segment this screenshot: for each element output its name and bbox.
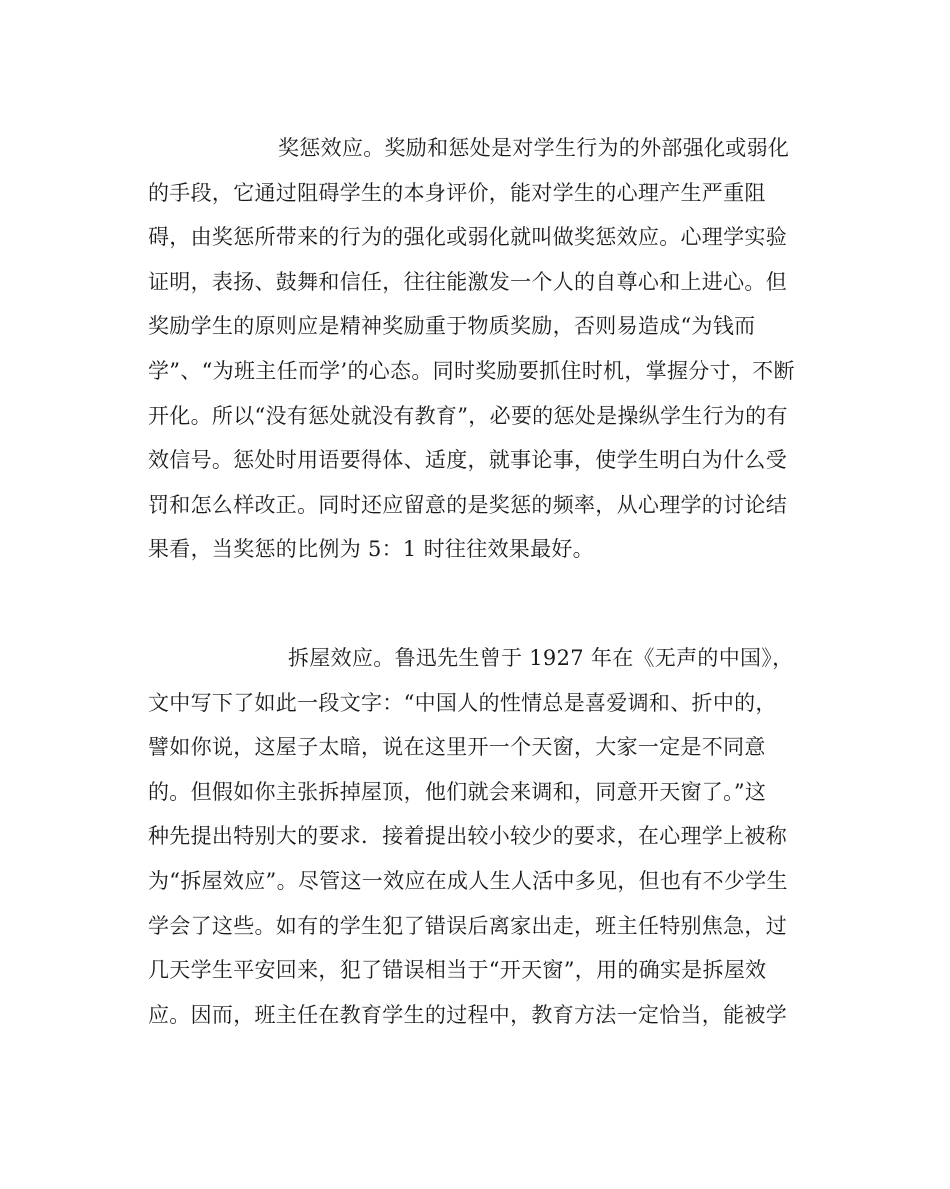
text-line: 的。但假如你主张拆掉屋顶，他们就会来调和，同意开天窗了。”这 <box>148 779 767 804</box>
text-line: 奖惩效应。奖励和惩处是对学生行为的外部强化或弱化 <box>278 136 790 160</box>
text-line: 效信号。惩处时用语要得体、适度，就事论事，使学生明白为什么受 <box>148 448 787 473</box>
text-line: 学会了这些。如有的学生犯了错误后离家出走，班主任特别焦急，过 <box>148 913 787 938</box>
text-line: 应。因而，班主任在教育学生的过程中，教育方法一定恰当，能被学 <box>148 1002 787 1027</box>
text-line: 为“拆屋效应”。尽管这一效应在成人生人活中多见，但也有不少学生 <box>148 868 788 893</box>
text-line: 碍，由奖惩所带来的行为的强化或弱化就叫做奖惩效应。心理学实验 <box>148 225 787 250</box>
paragraph-reward-punishment-effect <box>148 126 808 572</box>
text-line: 种先提出特别大的要求．接着提出较小较少的要求，在心理学上被称 <box>148 824 787 849</box>
text-line: 文中写下了如此一段文字：“中国人的性情总是喜爱调和、折中的， <box>148 690 777 715</box>
text-line: 的手段，它通过阻碍学生的本身评价，能对学生的心理产生严重阻 <box>148 180 766 205</box>
text-line: 证明，表扬、鼓舞和信任，往往能激发一个人的自尊心和上进心。但 <box>148 269 787 294</box>
text-line: 譬如你说，这屋子太暗，说在这里开一个天窗，大家一定是不同意 <box>148 735 766 760</box>
text-line: 果看，当奖惩的比例为 5：1 时往往效果最好。 <box>148 537 594 562</box>
text-line: 拆屋效应。鲁迅先生曾于 1927 年在《无声的中国》， <box>288 646 794 670</box>
text-line: 学”、“为班主任而学’的心态。同时奖励要抓住时机，掌握分寸，不断 <box>148 358 795 383</box>
text-line: 开化。所以“没有惩处就没有教育”，必要的惩处是操纵学生行为的有 <box>148 403 788 428</box>
text-line: 罚和怎么样改正。同时还应留意的是奖惩的频率，从心理学的讨论结 <box>148 492 787 517</box>
text-line: 几天学生平安回来，犯了错误相当于“开天窗”，用的确实是拆屋效 <box>148 958 767 983</box>
paragraph-roof-removal-effect <box>148 636 808 1037</box>
text-line: 奖励学生的原则应是精神奖励重于物质奖励，否则易造成“为钱而 <box>148 314 756 339</box>
